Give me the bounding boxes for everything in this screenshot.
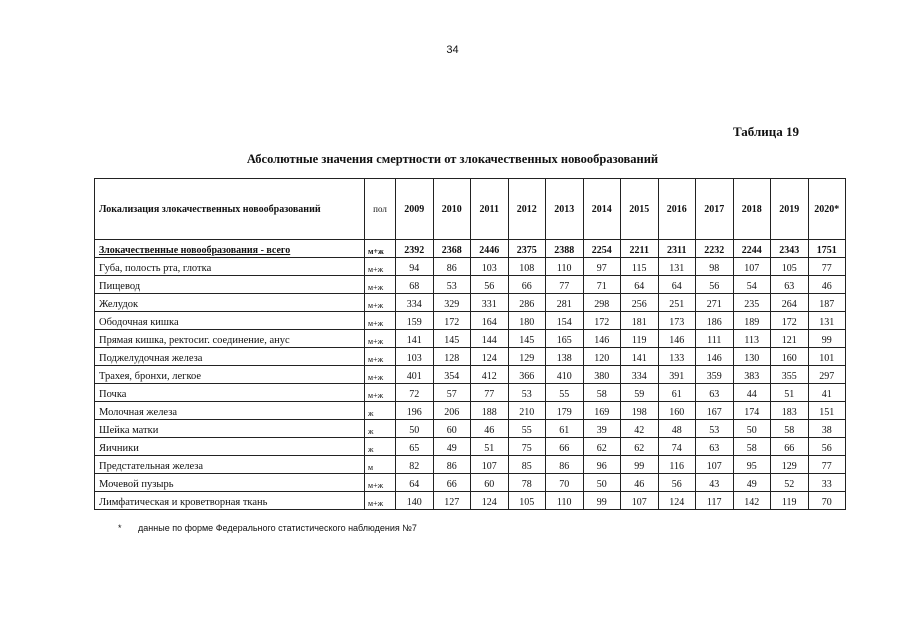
row-value: 94: [396, 258, 434, 276]
row-localization: Шейка матки: [95, 420, 365, 438]
footnote-text: данные по форме Федерального статистического наблюдения №7: [138, 523, 417, 533]
row-localization: Трахея, бронхи, легкое: [95, 366, 365, 384]
row-value: 174: [733, 402, 771, 420]
row-localization: Поджелудочная железа: [95, 348, 365, 366]
row-value: 133: [658, 348, 696, 366]
row-value: 43: [696, 474, 734, 492]
footnote-marker: *: [118, 523, 122, 533]
row-value: 383: [733, 366, 771, 384]
table-row: [95, 402, 846, 420]
row-value: 119: [771, 492, 809, 510]
row-value: 50: [396, 420, 434, 438]
row-value: 206: [433, 402, 471, 420]
row-value: 2211: [621, 240, 659, 258]
row-value: 95: [733, 456, 771, 474]
row-value: 113: [733, 330, 771, 348]
row-localization: Почка: [95, 384, 365, 402]
page-number: 34: [446, 44, 459, 56]
row-value: 52: [771, 474, 809, 492]
row-value: 58: [733, 438, 771, 456]
row-value: 2392: [396, 240, 434, 258]
row-sex: м+ж: [365, 276, 396, 294]
column-header-year: 2018: [733, 179, 771, 240]
table-label: Таблица 19: [732, 124, 799, 139]
row-value: 138: [546, 348, 584, 366]
row-sex: м+ж: [365, 258, 396, 276]
row-value: 72: [396, 384, 434, 402]
row-value: 62: [583, 438, 621, 456]
row-value: 56: [808, 438, 846, 456]
row-value: 50: [583, 474, 621, 492]
row-sex: м+ж: [365, 294, 396, 312]
row-value: 77: [546, 276, 584, 294]
column-header-year: 2009: [396, 179, 434, 240]
row-value: 46: [808, 276, 846, 294]
column-header-year: 2013: [546, 179, 584, 240]
row-value: 99: [583, 492, 621, 510]
column-header-year: 2014: [583, 179, 621, 240]
row-value: 59: [621, 384, 659, 402]
table-row: [95, 366, 846, 384]
table-row: [95, 456, 846, 474]
row-value: 70: [546, 474, 584, 492]
row-value: 124: [471, 492, 509, 510]
row-value: 179: [546, 402, 584, 420]
row-sex: м+ж: [365, 366, 396, 384]
row-value: 107: [621, 492, 659, 510]
column-header-year: 2015: [621, 179, 659, 240]
row-value: 355: [771, 366, 809, 384]
row-value: 401: [396, 366, 434, 384]
table-row: [95, 348, 846, 366]
row-value: 57: [433, 384, 471, 402]
row-value: 65: [396, 438, 434, 456]
row-localization: Лимфатическая и кроветворная ткань: [95, 492, 365, 510]
row-value: 120: [583, 348, 621, 366]
row-value: 391: [658, 366, 696, 384]
row-value: 70: [808, 492, 846, 510]
row-sex: м+ж: [365, 330, 396, 348]
row-value: 56: [471, 276, 509, 294]
row-value: 145: [433, 330, 471, 348]
row-localization: Молочная железа: [95, 402, 365, 420]
row-value: 85: [508, 456, 546, 474]
row-value: 42: [621, 420, 659, 438]
row-sex: м: [365, 456, 396, 474]
row-sex: м+ж: [365, 312, 396, 330]
row-value: 2311: [658, 240, 696, 258]
row-value: 154: [546, 312, 584, 330]
column-header-year: 2020*: [808, 179, 846, 240]
table-title: Абсолютные значения смертности от злокачественных новообразований: [246, 152, 659, 166]
row-value: 183: [771, 402, 809, 420]
row-value: 146: [696, 348, 734, 366]
row-value: 187: [808, 294, 846, 312]
row-value: 410: [546, 366, 584, 384]
row-value: 51: [471, 438, 509, 456]
row-value: 63: [696, 438, 734, 456]
row-value: 141: [621, 348, 659, 366]
row-value: 46: [471, 420, 509, 438]
row-value: 380: [583, 366, 621, 384]
row-value: 110: [546, 492, 584, 510]
row-value: 53: [508, 384, 546, 402]
row-value: 55: [508, 420, 546, 438]
row-value: 210: [508, 402, 546, 420]
row-value: 131: [658, 258, 696, 276]
row-value: 117: [696, 492, 734, 510]
row-value: 172: [771, 312, 809, 330]
row-sex: ж: [365, 420, 396, 438]
row-localization: Злокачественные новообразования - всего: [95, 240, 365, 258]
row-value: 71: [583, 276, 621, 294]
table-row: [95, 294, 846, 312]
row-value: 129: [771, 456, 809, 474]
row-value: 145: [508, 330, 546, 348]
table-header: [95, 179, 846, 240]
row-value: 2446: [471, 240, 509, 258]
row-value: 256: [621, 294, 659, 312]
row-value: 329: [433, 294, 471, 312]
row-value: 51: [771, 384, 809, 402]
row-value: 62: [621, 438, 659, 456]
row-value: 66: [508, 276, 546, 294]
row-value: 111: [696, 330, 734, 348]
row-value: 366: [508, 366, 546, 384]
table-row: [95, 492, 846, 510]
row-value: 48: [658, 420, 696, 438]
row-value: 124: [658, 492, 696, 510]
row-value: 103: [471, 258, 509, 276]
table-row: [95, 420, 846, 438]
row-value: 334: [621, 366, 659, 384]
row-value: 96: [583, 456, 621, 474]
row-sex: ж: [365, 402, 396, 420]
row-value: 86: [546, 456, 584, 474]
row-value: 124: [471, 348, 509, 366]
table-row: [95, 474, 846, 492]
row-value: 99: [808, 330, 846, 348]
row-value: 2244: [733, 240, 771, 258]
row-value: 77: [808, 258, 846, 276]
row-value: 66: [546, 438, 584, 456]
column-header-localization: Локализация злокачественных новообразований: [95, 179, 365, 240]
row-value: 144: [471, 330, 509, 348]
row-value: 2254: [583, 240, 621, 258]
row-localization: Желудок: [95, 294, 365, 312]
table-row: [95, 312, 846, 330]
row-value: 53: [696, 420, 734, 438]
row-value: 181: [621, 312, 659, 330]
row-value: 141: [396, 330, 434, 348]
row-value: 2232: [696, 240, 734, 258]
row-value: 86: [433, 258, 471, 276]
row-value: 99: [621, 456, 659, 474]
table-row: [95, 276, 846, 294]
table-row: [95, 258, 846, 276]
row-value: 235: [733, 294, 771, 312]
row-localization: Прямая кишка, ректосиг. соединение, анус: [95, 330, 365, 348]
row-value: 64: [658, 276, 696, 294]
row-value: 101: [808, 348, 846, 366]
row-value: 131: [808, 312, 846, 330]
row-value: 251: [658, 294, 696, 312]
row-value: 281: [546, 294, 584, 312]
row-value: 354: [433, 366, 471, 384]
header-row: [95, 179, 846, 240]
row-value: 188: [471, 402, 509, 420]
row-value: 196: [396, 402, 434, 420]
row-localization: Предстательная железа: [95, 456, 365, 474]
row-value: 146: [583, 330, 621, 348]
row-localization: Ободочная кишка: [95, 312, 365, 330]
table-body: [95, 240, 846, 510]
row-value: 97: [583, 258, 621, 276]
row-value: 271: [696, 294, 734, 312]
row-value: 82: [396, 456, 434, 474]
row-sex: ж: [365, 438, 396, 456]
footnote: [118, 523, 417, 533]
row-value: 140: [396, 492, 434, 510]
row-value: 49: [433, 438, 471, 456]
row-value: 142: [733, 492, 771, 510]
row-sex: м+ж: [365, 474, 396, 492]
row-value: 63: [696, 384, 734, 402]
row-value: 66: [433, 474, 471, 492]
row-value: 74: [658, 438, 696, 456]
row-value: 119: [621, 330, 659, 348]
row-sex: м+ж: [365, 348, 396, 366]
row-localization: Губа, полость рта, глотка: [95, 258, 365, 276]
row-value: 108: [508, 258, 546, 276]
row-value: 264: [771, 294, 809, 312]
row-value: 130: [733, 348, 771, 366]
row-value: 107: [471, 456, 509, 474]
row-value: 151: [808, 402, 846, 420]
column-header-year: 2017: [696, 179, 734, 240]
table-row: [95, 438, 846, 456]
row-value: 49: [733, 474, 771, 492]
row-value: 110: [546, 258, 584, 276]
row-value: 331: [471, 294, 509, 312]
column-header-year: 2019: [771, 179, 809, 240]
column-header-year: 2011: [471, 179, 509, 240]
row-value: 172: [583, 312, 621, 330]
row-value: 64: [396, 474, 434, 492]
row-value: 128: [433, 348, 471, 366]
row-value: 105: [771, 258, 809, 276]
row-value: 63: [771, 276, 809, 294]
row-value: 86: [433, 456, 471, 474]
total-row: [95, 240, 846, 258]
row-value: 169: [583, 402, 621, 420]
row-sex: м+ж: [365, 492, 396, 510]
row-value: 2388: [546, 240, 584, 258]
row-value: 116: [658, 456, 696, 474]
row-value: 58: [583, 384, 621, 402]
row-value: 50: [733, 420, 771, 438]
row-value: 359: [696, 366, 734, 384]
row-value: 41: [808, 384, 846, 402]
row-value: 189: [733, 312, 771, 330]
row-value: 56: [658, 474, 696, 492]
row-localization: Яичники: [95, 438, 365, 456]
row-value: 75: [508, 438, 546, 456]
row-value: 55: [546, 384, 584, 402]
row-value: 77: [471, 384, 509, 402]
row-value: 77: [808, 456, 846, 474]
row-value: 54: [733, 276, 771, 294]
row-value: 160: [771, 348, 809, 366]
row-value: 66: [771, 438, 809, 456]
row-value: 180: [508, 312, 546, 330]
row-value: 121: [771, 330, 809, 348]
row-value: 98: [696, 258, 734, 276]
row-value: 159: [396, 312, 434, 330]
column-header-year: 2016: [658, 179, 696, 240]
row-value: 186: [696, 312, 734, 330]
row-value: 68: [396, 276, 434, 294]
row-value: 164: [471, 312, 509, 330]
row-value: 297: [808, 366, 846, 384]
row-localization: Мочевой пузырь: [95, 474, 365, 492]
row-value: 107: [733, 258, 771, 276]
row-value: 61: [658, 384, 696, 402]
row-value: 78: [508, 474, 546, 492]
row-value: 107: [696, 456, 734, 474]
mortality-table: [94, 178, 846, 510]
row-value: 334: [396, 294, 434, 312]
row-value: 146: [658, 330, 696, 348]
row-value: 105: [508, 492, 546, 510]
row-value: 160: [658, 402, 696, 420]
row-value: 165: [546, 330, 584, 348]
row-value: 115: [621, 258, 659, 276]
row-value: 60: [471, 474, 509, 492]
row-value: 61: [546, 420, 584, 438]
row-value: 298: [583, 294, 621, 312]
row-value: 44: [733, 384, 771, 402]
row-value: 33: [808, 474, 846, 492]
row-value: 2375: [508, 240, 546, 258]
column-header-sex: пол: [365, 179, 396, 240]
row-value: 58: [771, 420, 809, 438]
row-value: 103: [396, 348, 434, 366]
row-value: 56: [696, 276, 734, 294]
row-value: 53: [433, 276, 471, 294]
row-sex: м+ж: [365, 240, 396, 258]
table-row: [95, 384, 846, 402]
row-value: 172: [433, 312, 471, 330]
row-value: 173: [658, 312, 696, 330]
row-value: 2368: [433, 240, 471, 258]
row-value: 127: [433, 492, 471, 510]
row-value: 60: [433, 420, 471, 438]
column-header-year: 2010: [433, 179, 471, 240]
row-value: 167: [696, 402, 734, 420]
table-row: [95, 330, 846, 348]
row-value: 198: [621, 402, 659, 420]
row-value: 129: [508, 348, 546, 366]
row-value: 38: [808, 420, 846, 438]
row-value: 1751: [808, 240, 846, 258]
column-header-year: 2012: [508, 179, 546, 240]
row-value: 64: [621, 276, 659, 294]
row-value: 39: [583, 420, 621, 438]
row-value: 2343: [771, 240, 809, 258]
row-value: 286: [508, 294, 546, 312]
row-value: 46: [621, 474, 659, 492]
row-value: 412: [471, 366, 509, 384]
row-sex: м+ж: [365, 384, 396, 402]
row-localization: Пищевод: [95, 276, 365, 294]
